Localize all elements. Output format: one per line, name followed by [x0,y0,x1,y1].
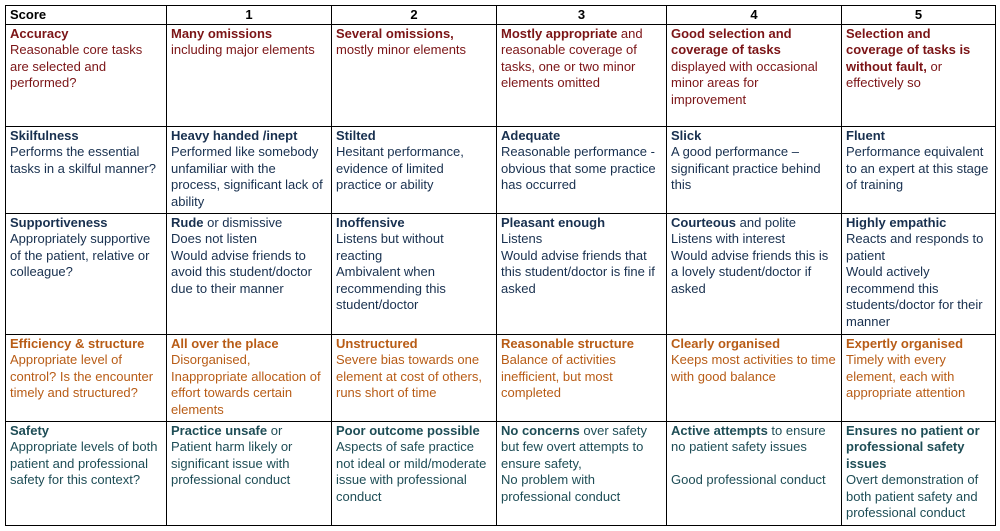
level-line: Overt demonstration of both patient safety and professional conduct [846,472,979,521]
level-3-cell [497,421,667,525]
level-1-cell [167,24,332,126]
level-5-cell [842,24,996,126]
level-1-cell [167,213,332,334]
level-2-cell [332,24,497,126]
level-3-cell [497,24,667,126]
level-text: Disorganised, Inappropriate allocation of effort towards certain elements [171,352,321,417]
criterion-description: Appropriate levels of both patient and professional safety for this context? [10,439,158,488]
level-4-cell [667,24,842,126]
header-level-3: 3 [497,6,667,25]
level-line: Ambivalent when recommending this student/doctor [336,264,446,313]
level-line: Listens with interest [671,231,786,247]
level-lead: Unstructured [336,335,418,351]
header-level-2: 2 [332,6,497,25]
level-lead: Good selection and coverage of tasks [671,25,792,57]
level-text: or effectively so [846,58,943,90]
level-text: Hesitant performance, evidence of limited practice or ability [336,144,464,193]
criterion-cell [6,126,167,213]
level-3-cell [497,334,667,421]
level-lead: Highly empathic [846,214,947,230]
criterion-description: Appropriate level of control? Is the encounter timely and structured? [10,352,154,401]
level-lead: Stilted [336,127,376,143]
level-text: Severe bias towards one element at cost of others, runs short of time [336,352,482,401]
level-2-cell [332,421,497,525]
level-4-cell [667,334,842,421]
level-lead: Practice unsafe [171,422,268,438]
level-lead: All over the place [171,335,279,351]
level-text: A good performance – significant practice behind this [671,144,821,193]
level-line: Would actively recommend this students/doctor for their manner [846,264,983,329]
level-text: and polite [736,214,796,230]
level-lead: Slick [671,127,702,143]
level-text: or [267,422,283,438]
level-line: Does not listen [171,231,257,247]
criterion-cell [6,213,167,334]
scoring-rubric-table [5,5,996,526]
level-line: Listens but without reacting [336,231,444,263]
level-lead: Clearly organised [671,335,781,351]
level-1-cell [167,421,332,525]
level-line: Patient harm likely or significant issue with professional conduct [171,439,293,488]
level-lead: No concerns [501,422,580,438]
level-4-cell [667,126,842,213]
level-lead: Inoffensive [336,214,405,230]
level-text: displayed with occasional minor areas for improvement [671,58,818,107]
level-5-cell [842,126,996,213]
level-text: Performed like somebody unfamiliar with the process, significant lack of ability [171,144,323,209]
level-lead: Reasonable structure [501,335,634,351]
level-2-cell [332,126,497,213]
row-safety [6,421,996,525]
level-lead: Rude [171,214,204,230]
level-line: Would advise friends to avoid this student/doctor due to their manner [171,247,312,296]
level-lead: Adequate [501,127,561,143]
criterion-description: Appropriately supportive of the patient, relative or colleague? [10,231,151,280]
level-line: Good professional conduct [671,472,826,488]
criterion-description: Reasonable core tasks are selected and performed? [10,42,143,90]
level-lead: Several omissions, [336,25,454,41]
level-line [671,456,837,473]
level-5-cell [842,421,996,525]
level-lead: Fluent [846,127,885,143]
header-level-1: 1 [167,6,332,25]
level-lead: Courteous [671,214,736,230]
level-line: Would advise friends this is a lovely student/doctor if asked [671,247,829,296]
row-efficiency-structure [6,334,996,421]
level-lead: Expertly organised [846,335,964,351]
level-2-cell [332,334,497,421]
level-lead: Ensures no patient or professional safety issues [846,422,980,471]
level-lead: Selection and coverage of tasks is without fault, [846,25,971,74]
level-text: Keeps most activities to time with good balance [671,352,836,384]
level-lead: Many omissions [171,25,273,41]
row-skilfulness [6,126,996,213]
row-supportiveness [6,213,996,334]
criterion-title: Efficiency & structure [10,335,145,351]
level-text: mostly minor elements [336,42,467,57]
level-text: Timely with every element, each with appropriate attention [846,352,966,401]
header-level-5: 5 [842,6,996,25]
level-text: and reasonable coverage of tasks, one or two minor elements omitted [501,25,643,90]
level-line: Would advise friends that this student/doctor is fine if asked [501,247,655,296]
level-text: including major elements [171,42,315,57]
level-lead: Active attempts [671,422,768,438]
level-text: to ensure no patient safety issues [671,422,826,455]
level-3-cell [497,213,667,334]
header-score: Score [6,6,167,25]
level-lead: Poor outcome possible [336,422,480,438]
level-line: No problem with professional conduct [501,472,621,504]
level-line: Aspects of safe practice not ideal or mild/moderate issue with professional conduct [336,439,487,504]
level-3-cell [497,126,667,213]
row-accuracy [6,24,996,126]
header-level-4: 4 [667,6,842,25]
level-lead: Heavy handed /inept [171,127,298,143]
level-1-cell [167,126,332,213]
level-2-cell [332,213,497,334]
criterion-cell [6,24,167,126]
level-4-cell [667,213,842,334]
level-lead: Mostly appropriate [501,25,618,41]
level-5-cell [842,334,996,421]
level-lead: Pleasant enough [501,214,606,230]
criterion-title: Skilfulness [10,127,79,143]
level-text: or dismissive [203,214,283,230]
level-1-cell [167,334,332,421]
level-line: Reacts and responds to patient [846,231,984,263]
criterion-title: Supportiveness [10,214,108,230]
criterion-cell [6,334,167,421]
criterion-title: Safety [10,422,50,438]
level-text: over safety but few overt attempts to ensure safety, [501,422,647,471]
criterion-cell [6,421,167,525]
level-text: Performance equivalent to an expert at this stage of training [846,144,989,193]
level-4-cell [667,421,842,525]
level-text: Balance of activities inefficient, but most completed [501,352,616,401]
level-5-cell [842,213,996,334]
header-row [6,6,996,25]
criterion-title: Accuracy [10,25,69,41]
level-text: Reasonable performance - obvious that some practice has occurred [501,144,656,193]
criterion-description: Performs the essential tasks in a skilful manner? [10,144,156,176]
level-line: Listens [501,231,543,247]
